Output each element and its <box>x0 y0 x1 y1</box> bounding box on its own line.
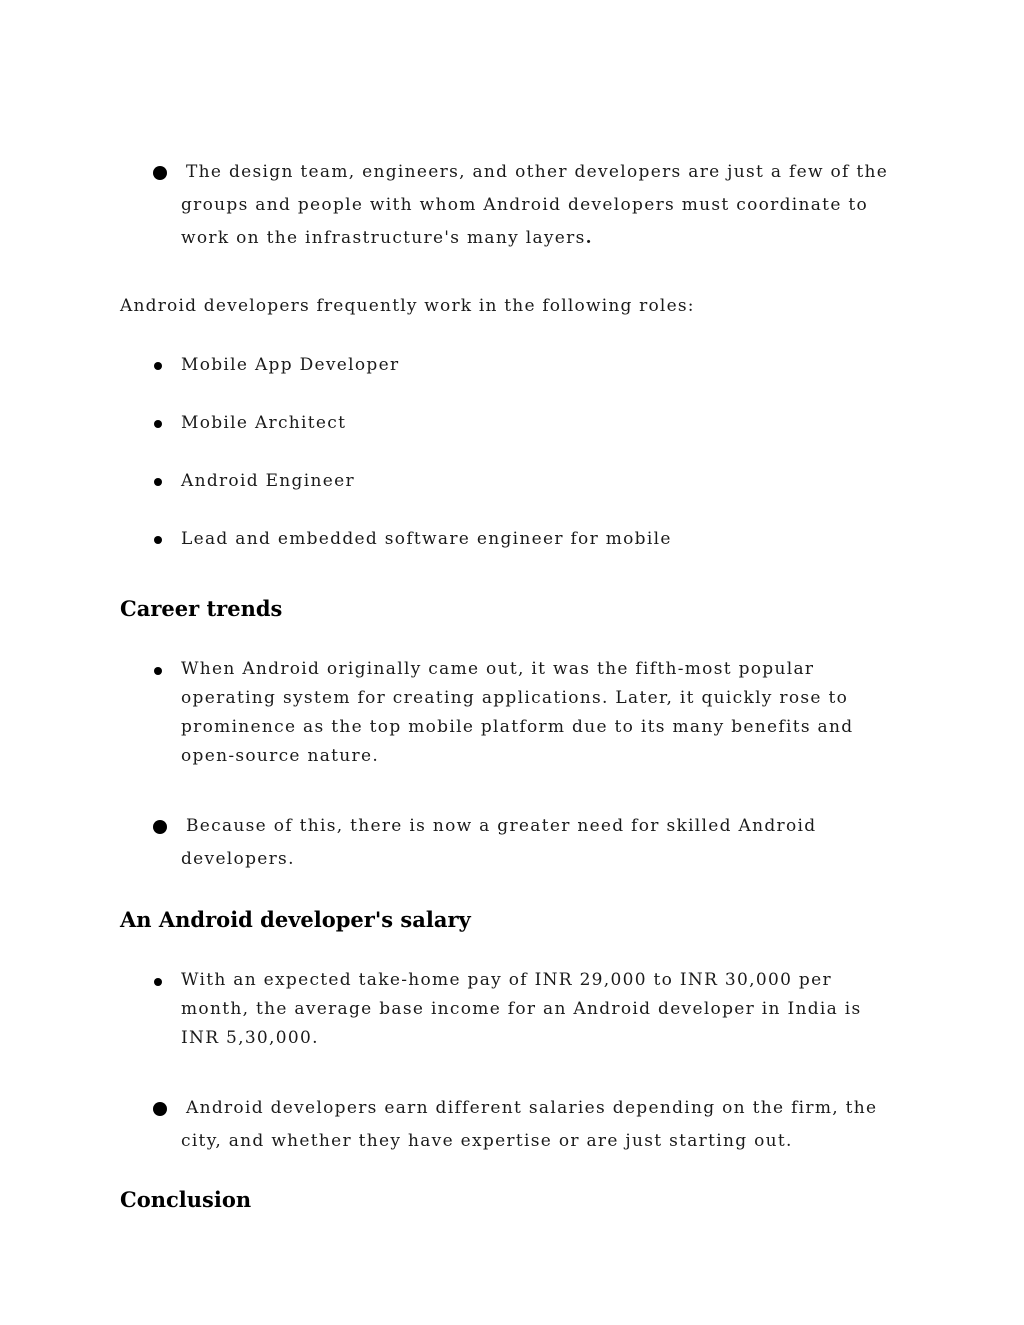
bullet-icon <box>154 667 162 675</box>
section-heading: Conclusion <box>120 1187 252 1212</box>
bullet-icon <box>154 478 162 486</box>
list-item-text: Because of this, there is now a greater need for skilled Android developers. <box>181 816 817 869</box>
bullet-icon <box>154 978 162 986</box>
list-item-text: Android developers earn different salaries depending on the firm, the city, and whether they have expertise or are just starting out. <box>181 1098 878 1151</box>
role-label: Lead and embedded software engineer for mobile <box>181 529 672 549</box>
list-item-text: The design team, engineers, and other developers are just a few of the groups and people with whom Android developers must coordinate to work on the infrastructure's many layers. <box>181 162 889 248</box>
role-label: Android Engineer <box>181 471 355 491</box>
list-item-text: When Android originally came out, it was the fifth-most popular operating system for creating applications. Later, it quickly rose to prominence as the top mobile platform due to its many benefits and open-source nature. <box>181 659 854 766</box>
section-heading: Career trends <box>120 596 283 621</box>
bullet-icon <box>154 420 162 428</box>
bullet-icon <box>154 362 162 370</box>
section-heading: An Android developer's salary <box>120 907 471 932</box>
list-item-text: With an expected take-home pay of INR 29,000 to INR 30,000 per month, the average base income for an Android developer in India is INR 5,30,000. <box>181 970 862 1048</box>
bullet-icon <box>153 820 167 834</box>
role-label: Mobile App Developer <box>181 355 400 375</box>
bullet-icon <box>153 1102 167 1116</box>
bullet-icon <box>153 166 167 180</box>
role-label: Mobile Architect <box>181 413 347 433</box>
roles-intro: Android developers frequently work in the following roles: <box>120 296 695 316</box>
bullet-icon <box>154 536 162 544</box>
